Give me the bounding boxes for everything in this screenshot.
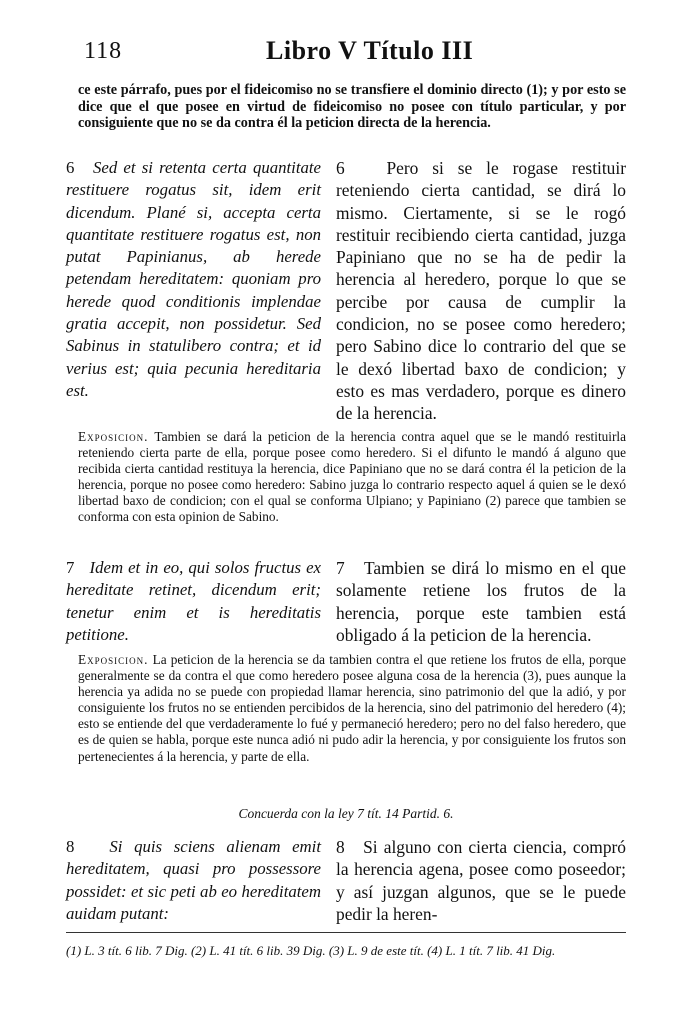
spanish-number-8: 8	[336, 837, 345, 857]
intro-paragraph: ce este párrafo, pues por el fideicomiso no se transfiere el dominio directo (1); y por esto se dice que el que posee en virtud de fideicomiso no posee con título particular, y por consiguiente que no se da contra él la peticion directa de la herencia.	[78, 82, 626, 132]
exposicion-6	[78, 429, 626, 526]
latin-number-8: 8	[66, 837, 75, 856]
latin-body-7: Idem et in eo, qui solos fructus ex hereditate retinet, dicendum erit; tenetur enim et is hereditatis petitione.	[66, 558, 321, 644]
exposicion-body-6: Tambien se dará la peticion de la herencia contra aquel que se le mandó restituirla reteniendo cierta parte de ella, porque posee como heredero. Si el difunto le mandó á alguno que recibida cierta cantidad restituya la herencia, dice Papiniano que no se dará contra él la peticion de la herencia, porque no posee como heredero: Sabino juzga lo contrario respecto aquel á quien se le dexó libertad baxo de condicion; con el qual se conforma Ulpiano; y Papiniano (2) parece que tambien se conforma con esta opinion de Sabino.	[78, 429, 627, 525]
latin-number-7: 7	[66, 558, 75, 577]
latin-text-7	[66, 557, 321, 646]
exposicion-label-6: Exposicion.	[78, 429, 149, 444]
page-header	[66, 34, 626, 70]
spanish-text-7	[336, 557, 626, 646]
exposicion-label-7: Exposicion.	[78, 652, 149, 667]
spanish-body-6: Pero si se le rogase restituir reteniendo cierta cantidad, se dirá lo mismo. Ciertamente, si se le rogó restituir recibiendo cierta cantidad, juzga Papiniano que no se ha de pedir la herencia al heredero, porque lo que se percibe por causa de cumplir la condicion, no se posee como heredero; pero Sabino dice lo contrario del que se le dexó libertad baxo de condicion; y esto es mas verdadero, porque es dinero de la herencia.	[336, 158, 627, 424]
spanish-text-8	[336, 836, 626, 925]
spanish-text-6	[336, 157, 626, 425]
footnote-divider	[66, 932, 626, 933]
latin-text-8	[66, 836, 321, 925]
latin-body-6: Sed et si retenta certa quantitate restituere rogatus sit, idem erit dicendum. Plané si, accepta certa quantitate restituere rogatus est, non putat Papinianus, ab herede petendam hereditatem: quoniam pro herede quod conditionis implendae gratia accepit, non possidetur. Sed Sabinus in statulibero contra; et id verius est; quia pecunia hereditaria est.	[66, 158, 321, 400]
spanish-number-6: 6	[336, 158, 345, 178]
page-number: 118	[84, 38, 123, 64]
footnotes: (1) L. 3 tít. 6 lib. 7 Dig. (2) L. 41 tít. 6 lib. 39 Dig. (3) L. 9 de este tít. (4) L. 1 tít. 7 lib. 41 Dig.	[66, 943, 556, 958]
latin-body-8: Si quis sciens alienam emit hereditatem, quasi pro possessore possidet: et sic peti ab eo hereditatem auidam putant:	[66, 837, 321, 923]
exposicion-7	[78, 652, 626, 765]
exposicion-body-7: La peticion de la herencia se da tambien contra el que retiene los frutos de ella, porque generalmente se da contra el que como heredero posee alguna cosa de la herencia (3), pues aunque la herencia ya adida no se puede con propiedad llamar herencia, sino patrimonio del que la adió, y por consiguiente los frutos no se entienden percibidos de la herencia, sino del patrimonio del heredero (4); esto se entiende del que verdaderamente lo fué y permaneció heredero; pero no del falso heredero, que es de quien se habla, porque este nunca adió ni pudo adir la herencia, y por consiguiente los frutos son pertenecientes á la herencia, y parte de ella.	[78, 652, 626, 764]
spanish-body-8: Si alguno con cierta ciencia, compró la herencia agena, posee como poseedor; y así juzgan algunos, que se le puede pedir la heren-	[336, 837, 626, 924]
latin-number-6: 6	[66, 158, 75, 177]
spanish-body-7: Tambien se dirá lo mismo en el que solamente retiene los frutos de la herencia, porque este tambien está obligado á la peticion de la herencia.	[336, 558, 626, 645]
concordance-note: Concuerda con la ley 7 tít. 14 Partid. 6.	[238, 806, 454, 821]
running-title: Libro V Título III	[266, 36, 474, 65]
latin-text-6	[66, 157, 321, 402]
spanish-number-7: 7	[336, 558, 345, 578]
